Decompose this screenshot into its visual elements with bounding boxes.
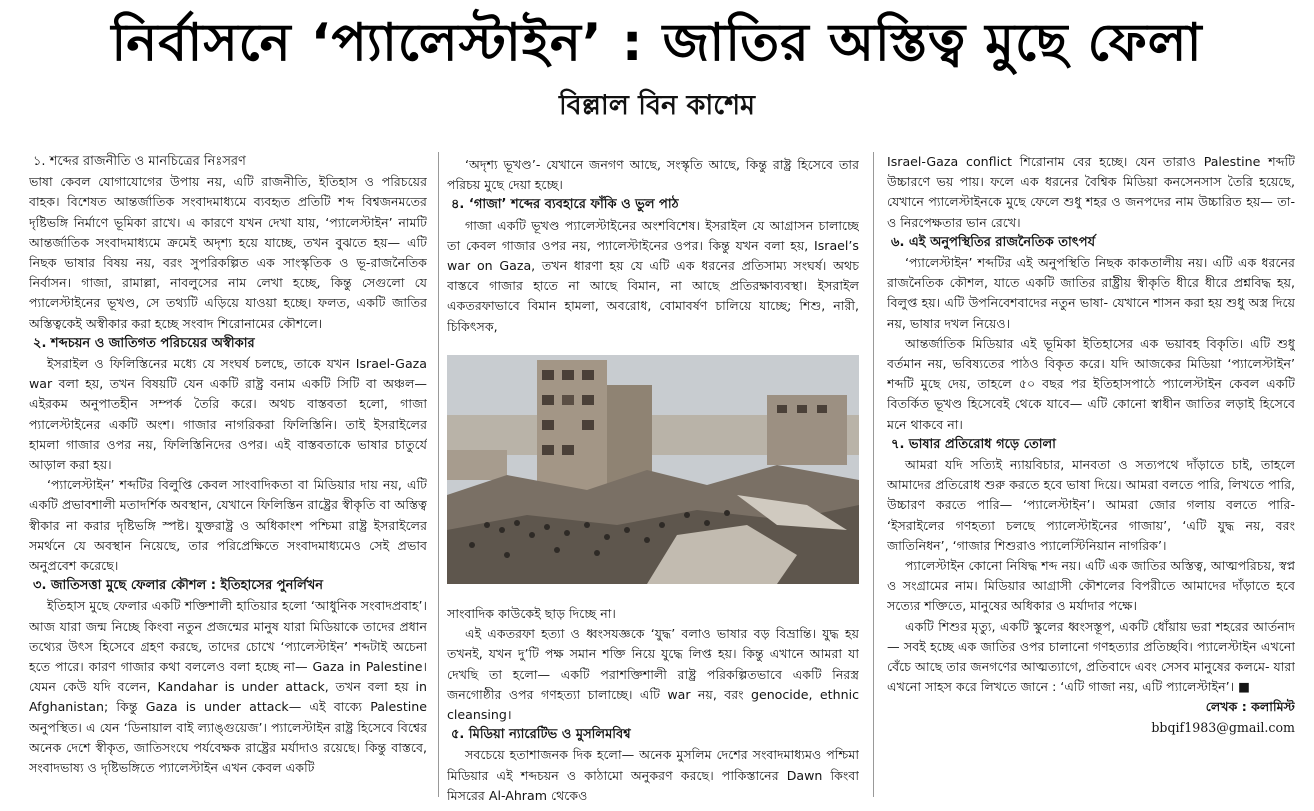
section-heading: ৬. এই অনুপস্থিতির রাজনৈতিক তাৎপর্য [891,234,1096,250]
column-3 [887,152,1295,802]
paragraph: সবচেয়ে হতাশাজনক দিক হলো— অনেক মুসলিম দেশের সংবাদমাধ্যমও পশ্চিমা মিডিয়ার এই শব্দচয়ন ও কাঠামো অনুকরণ করছে। পাকিস্তানের Dawn কিংবা মিসরের Al-Ahram থেকেও [447,747,859,803]
column-rule [873,152,874,797]
column-2 [447,155,859,355]
paragraph: আন্তর্জাতিক মিডিয়ার এই ভূমিকা ইতিহাসের এক ভয়াবহ বিকৃতি। এটি শুধু বর্তমান নয়, ভবিষ্যতের পাঠও বিকৃত করে। যদি আজকের মিডিয়া ‘প্যালেস্টাইন’ শব্দটি মুছে দেয়, তাহলে ৫০ বছর পর ইতিহাসপাঠে প্যালেস্টাইন কেবল একটি বিতর্কিত ভূখণ্ড হিসেবেই থেকে যাবে— এটি কোনো স্বাধীন জাতির লড়াই হিসেবে মনে থাকবে না। [887,335,1295,432]
paragraph: এই একতরফা হত্যা ও ধ্বংসযজ্ঞকে ‘যুদ্ধ’ বলাও ভাষার বড় বিভ্রান্তি। যুদ্ধ হয় তখনই, যখন দু’টি পক্ষ সমান শক্তি নিয়ে যুদ্ধে লিপ্ত হয়। কিন্তু এখানে আমরা যা দেখছি তা হলো— একটি পরাশক্তিশালী রাষ্ট্র পরিকল্পিতভাবে একটি নিরস্ত্র জনগোষ্ঠীর ওপর গণহত্যা চালাচ্ছে। এটি war নয়, বরং genocide, ethnic cleansing। [447,626,859,723]
paragraph: Israel-Gaza conflict শিরোনাম বের হচ্ছে। যেন তারাও Palestine শব্দটি উচ্চারণে ভয় পায়। ফলে এক ধরনের বৈশ্বিক মিডিয়া কনসেনসাস তৈরি হয়েছে, যেখানে প্যালেস্টাইনকে মুছে ফেলে শুধু শহর ও জনপদের নাম উচ্চারিত হয়— তা-ও নিরপেক্ষতার ভান রেখে। [887,154,1295,230]
headline: নির্বাসনে ‘প্যালেস্টাইন’ : জাতির অস্তিত্ব মুছে ফেলা [111,13,1203,73]
war-ruins-photo [447,355,859,584]
column-2-continued [447,604,859,804]
paragraph: ইতিহাস মুছে ফেলার একটি শক্তিশালী হাতিয়ার হলো ‘আধুনিক সংবাদপ্রবাহ’। আজ যারা জন্ম নিচ্ছে কিংবা নতুন প্রজন্মের মানুষ যারা মিডিয়াকে তাদের প্রধান তথ্যের উৎস হিসেবে গ্রহণ করছে, তাদের চোখে ‘প্যালেস্টাইন’ শব্দটাই অচেনা হতে পারে। কারণ গাজার কথা বললেও বলা হচ্ছে না— Gaza in Palestine। যেমন কেউ যদি বলেন, Kandahar is under attack, তখন বলা হয় in Afghanistan; কিন্তু Gaza is under attack— এই বাক্যে Palestine অনুপস্থিত। এ যেন ‘ডিনায়াল বাই ল্যাঙ্গুয়েজ’। প্যালেস্টাইন রাষ্ট্র হিসেবে বিশ্বের অনেক দেশে স্বীকৃত, জাতিসংঘে পর্যবেক্ষক রাষ্ট্রের মর্যাদাও রয়েছে। কিন্তু বাস্তবে, সংবাদভাষ্য ও দৃষ্টিভঙ্গিতে প্যালেস্টাইন এখন কেবল একটি [29,598,427,776]
author-email[interactable]: bbqif1983@gmail.com [1151,719,1295,735]
section-heading: ৫. মিডিয়া ন্যারেটিভ ও মুসলিমবিশ্ব [451,727,631,743]
paragraph: ‘অদৃশ্য ভূখণ্ড’- যেখানে জনগণ আছে, সংস্কৃতি আছে, কিন্তু রাষ্ট্র হিসেবে তার পরিচয় মুছে দেয়া হচ্ছে। [447,157,859,193]
section-heading: ১. শব্দের রাজনীতি ও মানচিত্রের নিঃসরণ [33,154,246,169]
section-heading: ২. শব্দচয়ন ও জাতিগত পরিচয়ের অস্বীকার [33,335,255,351]
paragraph: ইসরাইল ও ফিলিস্তিনের মধ্যে যে সংঘর্ষ চলছে, তাকে যখন Israel-Gaza war বলা হয়, তখন বিষয়টি যেন একটি রাষ্ট্র বনাম একটি সিটি বা অঞ্চল— এইরকম অনুপাতহীন সম্পর্ক তৈরি করে। অথচ বাস্তবতা হলো, গাজা প্যালেস্টাইনের একটি অংশ। গাজার নাগরিকরা ফিলিস্তিনি। তাই ইসরাইলের হামলা গাজার ওপর নয়, ফিলিস্তিনিদের ওপর। এই বাস্তবতাকে ভাষার চাতুর্যে আড়াল করা হয়। [29,356,427,473]
section-heading: ৪. ‘গাজা’ শব্দের ব্যবহারে ফাঁকি ও ভুল পাঠ [451,197,679,213]
paragraph: আমরা যদি সত্যিই ন্যায়বিচার, মানবতা ও সত্যপথে দাঁড়াতে চাই, তাহলে আমাদের প্রতিরোধ শুরু করতে হবে ভাষা দিয়ে। আমরা বলতে পারি, লিখতে পারি, উচ্চারণ করতে পারি— ‘প্যালেস্টাইন’। আমরা জোর গলায় বলতে পারি- ‘ইসরাইলের গণহত্যা চলছে প্যালেস্টাইনের গাজায়’, ‘এটি যুদ্ধ নয়, বরং জাতিনিধন’, ‘গাজার শিশুরাও প্যালেস্টিনিয়ান নাগরিক’। [887,457,1295,553]
writer-credit: লেখক : কলামিস্ট [1205,699,1295,715]
paragraph: ভাষা কেবল যোগাযোগের উপায় নয়, এটি রাজনীতি, ইতিহাস ও পরিচয়ের বাহক। বিশেষত আন্তর্জাতিক সংবাদমাধ্যমে ব্যবহৃত প্রতিটি শব্দ বিশ্বজনমতের দৃষ্টিভঙ্গি নির্মাণে ভূমিকা রাখে। এ কারণে যখন দেখা যায়, ‘প্যালেস্টাইন’ নামটি আন্তর্জাতিক সংবাদমাধ্যমে ক্রমেই অদৃশ্য হয়ে যাচ্ছে, তখন বুঝতে হয়— এটি নিছক ভাষার বিষয় নয়, বরং সুপরিকল্পিত এক সাংস্কৃতিক ও ভূ-রাজনৈতিক নির্বাসন। গাজা, রামাল্লা, নাবলুসের নাম লেখা হচ্ছে, কিন্তু সেগুলো যে প্যালেস্টাইনের ভূখণ্ড, সে তথ্যটি এড়িয়ে যাওয়া হচ্ছে। ফলত, একটি জাতির অস্তিত্বকেই অস্বীকার করা হচ্ছে সংবাদ শিরোনামের কৌশলে। [29,174,427,331]
column-rule [438,152,439,797]
column-1 [29,152,427,802]
paragraph: সাংবাদিক কাউকেই ছাড় দিচ্ছে না। [447,606,616,621]
paragraph: একটি শিশুর মৃত্যু, একটি স্কুলের ধ্বংসস্তূপ, একটি ধোঁয়ায় ভরা শহরের আর্তনাদ— সবই হচ্ছে এক জাতির ওপর চালানো গণহত্যার প্রতিচ্ছবি। প্যালেস্টাইন এখনো বেঁচে আছে তার জনগণের আত্মত্যাগে, প্রতিবাদে এবং সেসব মানুষের কলমে- যারা এখনো সাহস করে লিখতে জানে : ‘এটি গাজা নয়, এটি প্যালেস্টাইন’। ■ [887,618,1295,695]
section-heading: ৩. জাতিসত্তা মুছে ফেলার কৌশল : ইতিহাসের পুনর্লিখন [33,578,324,594]
paragraph: গাজা একটি ভূখণ্ড প্যালেস্টাইনের অংশবিশেষ। ইসরাইল যে আগ্রাসন চালাচ্ছে তা কেবল গাজার ওপর নয়, প্যালেস্টাইনের ওপর। কিন্তু যখন বলা হয়, Israel’s war on Gaza, তখন ধারণা হয় যে এটি এক ধরনের প্রতিসাম্য সংঘর্ষ। অথচ বাস্তবে গাজার হাতে না আছে বিমান, না আছে প্রতিরক্ষাব্যবস্থা। ইসরাইল একতরফাভাবে বিমান হামলা, অবরোধ, বোমাবর্ষণ চালিয়ে যাচ্ছে; শিশু, নারী, চিকিৎসক, [447,217,859,334]
byline: বিল্লাল বিন কাশেম [558,90,756,121]
ruins-illustration [447,355,859,584]
paragraph: ‘প্যালেস্টাইন’ শব্দটির বিলুপ্তি কেবল সাংবাদিকতা বা মিডিয়ার দায় নয়, এটি একটি প্রভাবশালী মতাদর্শিক অবস্থান, যেখানে ফিলিস্তিন রাষ্ট্রের স্বীকৃতি বা অস্তিত্ব স্বীকার না করার দৃষ্টিভঙ্গি স্পষ্ট। যুক্তরাষ্ট্র ও অধিকাংশ পশ্চিমা রাষ্ট্র ইসরাইলের সমর্থনে যে অবস্থান নিয়েছে, তার পরিপ্রেক্ষিতে সংবাদমাধ্যমেও সেই প্রভাব অনুপ্রবেশ করেছে। [29,477,427,574]
paragraph: প্যালেস্টাইন কোনো নিষিদ্ধ শব্দ নয়। এটি এক জাতির অস্তিত্ব, আত্মপরিচয়, স্বপ্ন ও সংগ্রামের নাম। মিডিয়ার আগ্রাসী কৌশলের বিপরীতে আমাদের দাঁড়াতে হবে সত্যের শক্তিতে, মানুষের অধিকার ও মর্যাদার পক্ষে। [887,558,1295,614]
section-heading: ৭. ভাষার প্রতিরোধ গড়ে তোলা [891,436,1056,452]
paragraph: ‘প্যালেস্টাইন’ শব্দটির এই অনুপস্থিতি নিছক কাকতালীয় নয়। এটি এক ধরনের রাজনৈতিক কৌশল, যাতে একটি জাতির রাষ্ট্রীয় স্বীকৃতি ধীরে ধীরে প্রশ্নবিদ্ধ হয়, বিলুপ্ত হয়। এটি উপনিবেশবাদের নতুন ভাষা- যেখানে শাসন করা হয় শুধু অস্ত্র দিয়ে নয়, ভাষার দখল নিয়েও। [887,255,1295,331]
